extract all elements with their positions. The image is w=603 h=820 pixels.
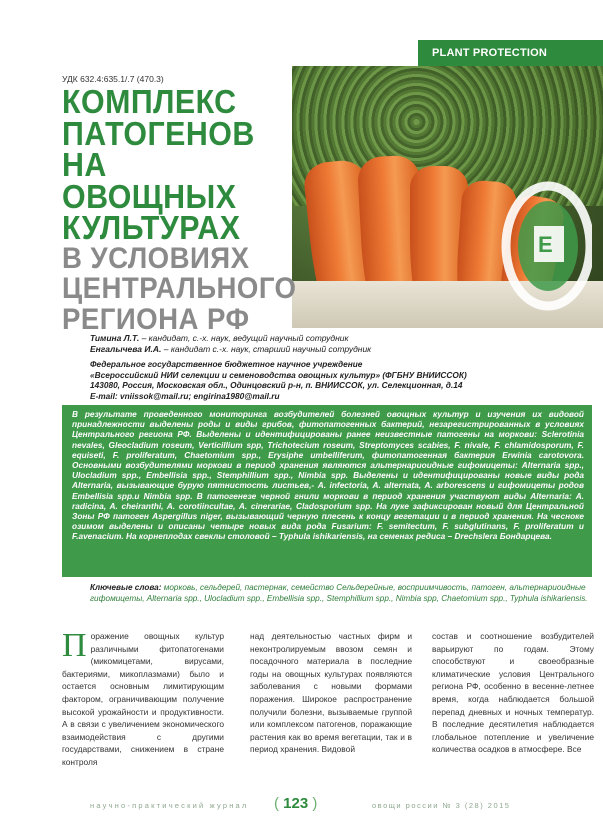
title-line: НА ОВОЩНЫХ xyxy=(62,146,237,215)
subtitle-line: ЦЕНТРАЛЬНОГО xyxy=(62,272,297,305)
author-role: – кандидат с.-х. наук, старший научный сотрудник xyxy=(161,344,372,354)
title-line: ПАТОГЕНОВ xyxy=(62,114,255,152)
authors xyxy=(90,333,371,355)
institution xyxy=(90,359,590,401)
body-text: оражение овощных культур различными фитопатогенами (микомицетами, вирусами, бактериями, микоплазмами) было и остается основным лимитирующим фактором, ограничивающим получение высокой урожайности и продуктивности. А в связи с увеличением экономического взаимодействия с другими государствами, снижением в стране контроля xyxy=(62,631,224,767)
page-number: ( 123 ) xyxy=(274,795,318,812)
section-label: PLANT PROTECTION xyxy=(418,40,603,66)
title-line: КУЛЬТУРАХ xyxy=(62,209,241,246)
subtitle-line: В УСЛОВИЯХ xyxy=(62,241,250,275)
page-footer xyxy=(0,795,603,820)
article-title xyxy=(62,83,302,336)
institution-line: «Всероссийский НИИ селекции и семеноводства овощных культур» (ФГБНУ ВНИИССОК) xyxy=(90,369,467,380)
keywords-label: Ключевые слова: xyxy=(90,583,162,592)
title-line: КОМПЛЕКС xyxy=(62,83,237,120)
journal-type: научно-практический журнал xyxy=(90,801,249,810)
journal-issue: овощи россии № 3 (28) 2015 xyxy=(372,801,511,810)
body-column-2: над деятельностью частных фирм и неконтролируемым ввозом семян и посадочного материала в последние годы на овощных культурах появляются заболевания с новыми формами поражения. Широкое распространение получили болезни, вызываемые группой или комплексом патогенов, поражающие растения как во время вегетации, так и в период хранения. Видовой xyxy=(250,631,412,755)
header-band xyxy=(0,0,603,40)
author-role: – кандидат, с.-х. наук, ведущий научный сотрудник xyxy=(139,333,349,343)
author-name: Тимина Л.Т. xyxy=(90,333,140,343)
abstract: В результате проведенного мониторинга возбудителей болезней овощных культур и изучения их видовой принадлежности выделены роды и виды грибов, фитопатогенных бактерий, незарегистрированных в условиях Центрального региона РФ. Выделены и идентифицированы ранее неизвестные патогены на моркови: Sclerotinia nevales, Gleocladium roseum, Verticillium spp, Trichotecium roseum, Streptomyces scabies, F. nivale, F. chlamidosporum, F. equiseti, F. proliferatum, Chaetomium spp., Erysiphe umbelliferum, фитопатогенная бактерия Erwinia carotovora. Основными возбудителями моркови в период хранения являются альтернариоидные гифомицеты: Alternaria spp., Ulocladium spp., Embellisia spp., Stemphillium spp., Nimbia spp. Выделены и идентифицированы новые виды рода Alternaria, вызывающие бурую пятнистость листьев,- A. infectoria, A. alternata, A. arborescens и гифомицеты родов Embellisia spp.и Nimbia spp. В патогенезе черной гнили моркови в период хранения участвуют виды Alternaria: A. radicina, A. cheiranthi, A. corotiincultae, A. cinerariae, Cladosporium spp. На луке зафиксирован новый для Центральной Зоны РФ патоген Aspergillus niger, вызывающий черную плесень к концу вегетации и в период хранения. На чесноке озимом выделены и описаны четыре новых вида рода Fusarium: F. semitectum, F. subglutinans, F. proliferatum и F.avenacium. На корнеплодах свеклы столовой – Typhula ishikariensis, на семенах редиса – Drechslera Бондарцева. xyxy=(62,405,592,577)
anniversary-badge xyxy=(498,178,592,314)
institution-email: E-mail: vniissok@mail.ru; engirina1980@mail.ru xyxy=(90,390,280,401)
subtitle-line: РЕГИОНА РФ xyxy=(62,302,250,336)
institution-line: 143080, Россия, Московская обл., Одинцовский р-н, п. ВНИИССОК, ул. Селекционная, д.14 xyxy=(90,380,463,390)
institution-line: Федеральное государственное бюджетное научное учреждение xyxy=(90,359,363,369)
drop-cap: П xyxy=(62,627,87,664)
page-number-value: 123 xyxy=(283,795,309,812)
svg-text:E: E xyxy=(538,232,553,257)
keywords xyxy=(90,583,590,604)
keywords-text: морковь, сельдерей, пастернак, семейство Сельдерейные, восприимчивость, патоген, альтернариоидные гифомицеты, Alternaria spp., Ulocladium spp., Embellisia spp., Stemphillium spp., Nimbia spp, Chaetomium spp., Typhula ishikariensis. xyxy=(90,583,588,603)
author-name: Енгалычева И.А. xyxy=(90,344,162,354)
body-column-1 xyxy=(62,627,224,769)
udk-code: УДК 632.4:635.1/.7 (470.3) xyxy=(62,74,164,84)
body-column-3: состав и соотношение возбудителей варьируют по годам. Этому способствуют и своеобразные климатические условия Центрального региона РФ, особенно в весенне-летнее время, когда наблюдается большой перепад дневных и ночных температур. В последние десятилетия наблюдается глобальное потепление и увеличение количества осадков в атмосфере. Все xyxy=(432,631,594,755)
